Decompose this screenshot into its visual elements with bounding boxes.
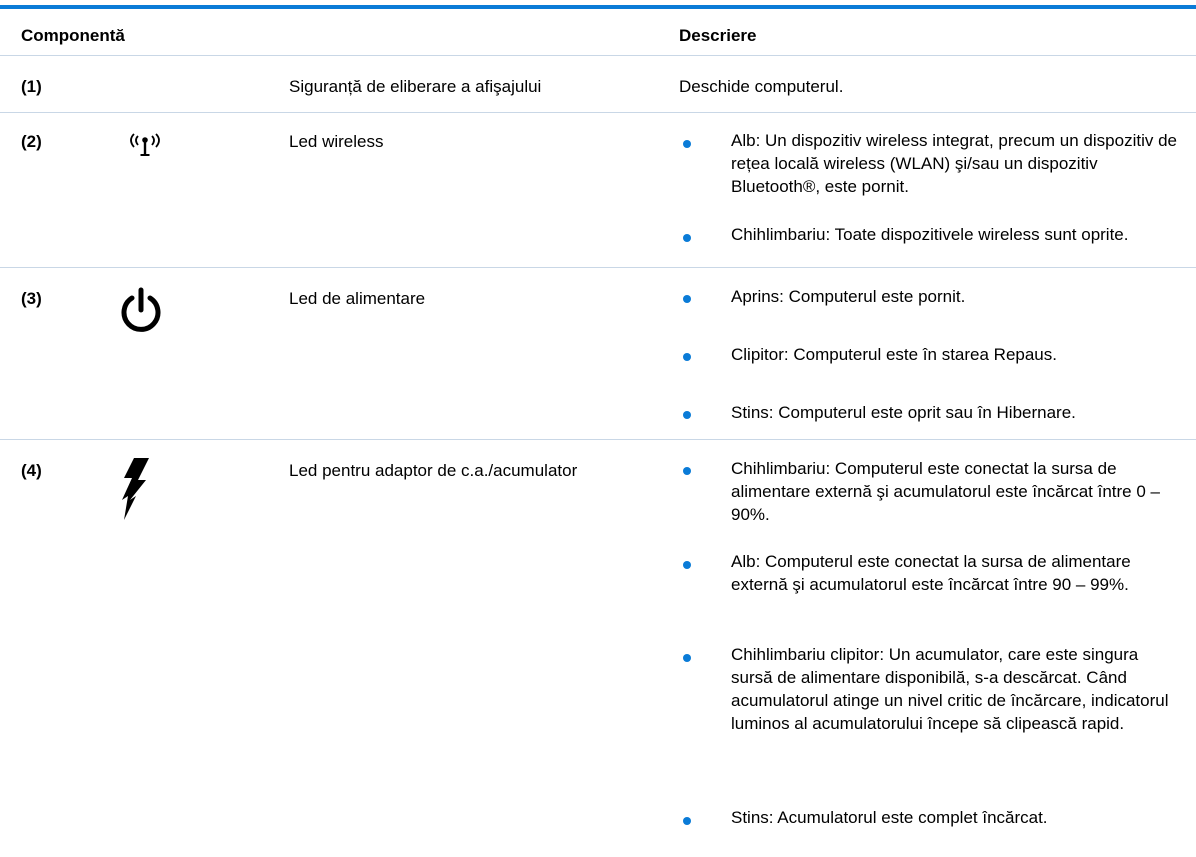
description-bullet: Alb: Computerul este conectat la sursa de alimentare externă şi acumulatorul este încărcat între 90 – 99%. (731, 552, 1131, 594)
row-number: (4) (21, 461, 42, 480)
wireless-icon (125, 130, 165, 163)
description-bullet: Stins: Acumulatorul este complet încărcat. (731, 808, 1048, 827)
description-bullet: Aprins: Computerul este pornit. (731, 287, 966, 306)
component-name: Siguranță de eliberare a afişajului (289, 77, 542, 96)
header-component: Componentă (21, 26, 125, 45)
divider (0, 439, 1196, 440)
component-name: Led pentru adaptor de c.a./acumulator (289, 461, 578, 480)
description-bullet: Stins: Computerul este oprit sau în Hibernare. (731, 403, 1076, 422)
power-icon (117, 286, 165, 341)
table-header (0, 9, 1196, 55)
bullet (683, 140, 691, 148)
description-bullet: Alb: Un dispozitiv wireless integrat, precum un dispozitiv de rețea locală wireless (WLAN) şi/sau un dispozitiv Bluetooth®, este pornit. (731, 131, 1177, 196)
description: Deschide computerul. (679, 77, 844, 96)
bullet (683, 817, 691, 825)
lightning-icon (118, 456, 152, 527)
component-name: Led de alimentare (289, 289, 426, 308)
header-description: Descriere (679, 26, 757, 45)
bullet (683, 295, 691, 303)
component-name: Led wireless (289, 132, 384, 151)
bullet (683, 234, 691, 242)
divider (0, 267, 1196, 268)
description-bullet: Chihlimbariu clipitor: Un acumulator, care este singura sursă de alimentare disponibilă, s-a descărcat. Când acumulatorul atinge un nivel critic de încărcare, indicatorul luminos al acumulatorului începe să clipească rapid. (731, 645, 1169, 733)
row-number: (3) (21, 289, 42, 308)
divider (0, 55, 1196, 56)
divider (0, 112, 1196, 113)
bullet (683, 561, 691, 569)
description-bullet: Chihlimbariu: Toate dispozitivele wireless sunt oprite. (731, 225, 1129, 244)
bullet (683, 411, 691, 419)
row-number: (2) (21, 132, 42, 151)
bullet (683, 467, 691, 475)
bullet (683, 654, 691, 662)
description-bullet: Chihlimbariu: Computerul este conectat la sursa de alimentare externă şi acumulatorul este încărcat între 0 – 90%. (731, 459, 1160, 524)
description-bullet: Clipitor: Computerul este în starea Repaus. (731, 345, 1057, 364)
row-number: (1) (21, 77, 42, 96)
bullet (683, 353, 691, 361)
